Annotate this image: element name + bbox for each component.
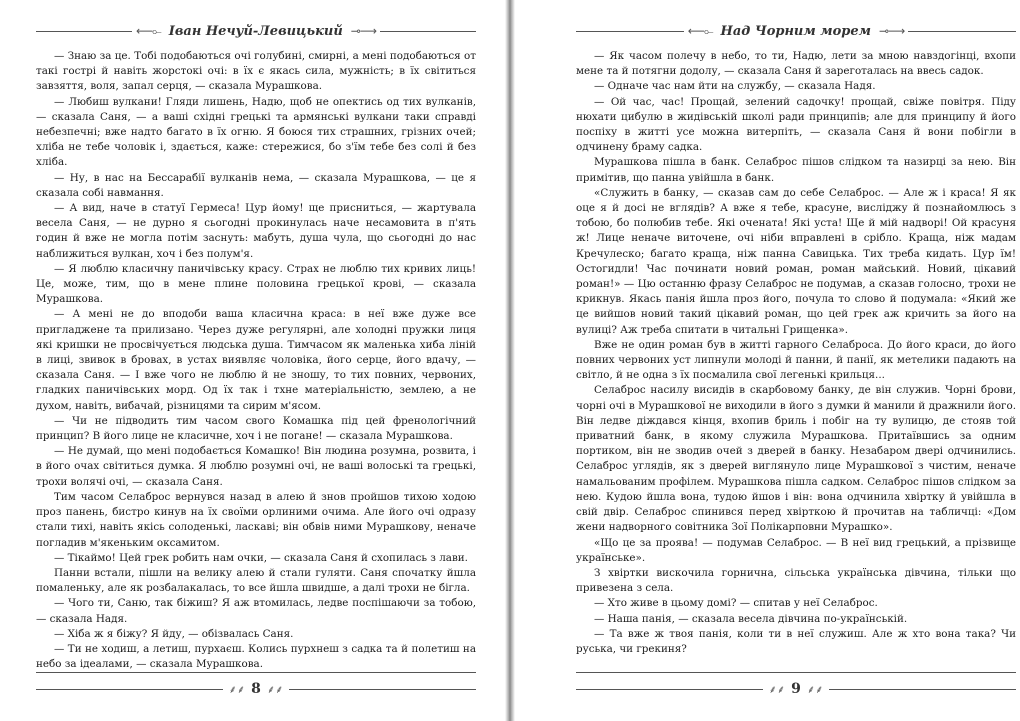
ornament-icon: ⟵⟜ xyxy=(135,23,161,38)
paragraph: Тим часом Селаброс вернувся назад в алею й знов пройшов тихою ходою проз панень, бистро кинув на їх своїми орлиними очима. Але його очі одразу стали тихі, навіть якісь солоденькі, ласкаві; він обвів ними Мурашкову, неначе погладив м'якеньким оксамитом. xyxy=(36,490,476,549)
left-page xyxy=(36,0,476,721)
ornament-icon: ⸙⸙ xyxy=(768,682,786,696)
footer-rule xyxy=(36,672,476,673)
book-gutter xyxy=(505,0,515,721)
header-rule xyxy=(380,31,476,32)
paragraph: — А мені не до вподоби ваша класична краса: в неї вже дуже все пригладжене та прилизано. Через дуже регулярні, але холодні пружки лиця які кришки не просвічується людська душа. Тимчасом як маленька хиба ліній в лиці, звивок в бровах, в устах виявляє чоловіка, його серце, його вдачу, — сказала Саня. — І вже чого не люблю й не зношу, то тих повних, червоних, гладких паничівських морд. Од їх так і тхне матеріальністю, землею, а не духом, навіть, вибачай, різницями та сирим м'ясом. xyxy=(36,308,476,412)
right-page xyxy=(576,0,1016,721)
right-page-header xyxy=(576,16,1016,46)
paragraph: — Знаю за це. Тобі подобаються очі голубині, смирні, а мені подобаються от такі гострі й навіть жорстокі очі: в їх є якась сила, мужність; в їх світиться завзяття, воля, запал серця, — сказала Мурашкова. xyxy=(36,50,476,93)
paragraph: — Одначе час нам йти на службу, — сказала Надя. xyxy=(594,80,876,93)
left-page-header xyxy=(36,16,476,46)
ornament-icon: ⸙⸙ xyxy=(228,682,246,696)
ornament-icon: ⸙⸙ xyxy=(806,682,824,696)
paragraph: — Чи не підводить тим часом свого Комашка під цей френологічний принцип? В його лице не класичне, хоч і не погане! — сказала Мурашкова. xyxy=(36,414,476,443)
footer-rule xyxy=(829,689,1016,690)
right-page-footer xyxy=(576,678,1016,700)
paragraph: — Я люблю класичну паничівську красу. Страх не люблю тих кривих лиць! Це, може, тим, що в мене плине половина грецької крові, — сказала Мурашкова. xyxy=(36,262,476,306)
paragraph: — Любиш вулкани! Гляди лишень, Надю, щоб не опектись од тих вулканів, — сказала Саня, — а ваші східні грецькі та армянські вулкани таки справді небезпечні; вже надто багато в їх огню. Я боюся тих страшних, грізних очей; хліба не тебе чоловік і, здається, каже: стережися, бо з'їм тебе без солі й без хліба. xyxy=(36,95,476,169)
paragraph: «Служить в банку, — сказав сам до себе Селаброс. — Але ж і краса! Я як оце я й досі не вглядів? А вже я тебе, красуне, висліджу й познайомлюсь з тобою, бо полюбив тебе. Які очената! Які уста! Ще й мій надворі! Ой красуня ж! Лице неначе виточене, очі ніби вправлені в срібло. Краща, ніж мадам Кречулеско; багато краща, ніж панна Савицька. Тих треба кидать. Цур їм! Остогидли! Час починати новий роман, роман майський. Новий, цікавий роман!» — Цю останню фразу Селаброс не подумав, а сказав голосно, трохи не крикнув. Якась панія йшла проз його, почула то слово й подумала: «Який же це вийшов новий такий цікавий роман, що цей грек аж кричить за його на вулиці? Аж треба спитати в читальні Грищенка». xyxy=(576,186,1016,336)
footer-rule xyxy=(576,672,1016,673)
paragraph: — Чого ти, Саню, так біжиш? Я аж втомилась, ледве поспішаючи за тобою, — сказала Надя. xyxy=(36,597,476,625)
ornament-icon: ⊸⟶ xyxy=(350,24,377,38)
right-page-body xyxy=(576,49,1016,657)
paragraph: Панни встали, пішли на велику алею й стали гуляти. Саня спочатку йшла помаленьку, але як розбалакалась, то все йшла швидше, а далі трохи не бігла. xyxy=(36,566,476,595)
paragraph: — Ой час, час! Прощай, зелений садочку! прощай, свіже повітря. Піду нюхати цибулю в жидівській школі ради принципів; але для принципу й його поспіху в житті усе можна витерпіть, — сказала Саня й вони побігли в одчинену браму садка. xyxy=(576,95,1016,154)
paragraph: Мурашкова пішла в банк. Селаброс пішов слідком та назирці за нею. Він примітив, що панна увійшла в банк. xyxy=(576,156,1016,184)
ornament-icon: ⸙⸙ xyxy=(266,682,284,696)
paragraph: — Ти не ходиш, а летиш, пурхаєш. Колись пурхнеш з садка та й полетиш на небо за ідеалами, — сказала Мурашкова. xyxy=(36,642,476,671)
left-page-footer xyxy=(36,678,476,700)
page-number: 8 xyxy=(251,681,261,697)
running-header-title: Над Чорним морем xyxy=(720,23,872,39)
paragraph: — Хто живе в цьому домі? — спитав у неї Селаброс. xyxy=(594,597,878,610)
paragraph: «Що це за проява! — подумав Селаброс. — В неї вид грецький, а прізвище українське». xyxy=(576,536,1016,564)
paragraph: — Наша панія, — сказала весела дівчина по-українській. xyxy=(594,612,908,625)
header-rule xyxy=(576,31,684,32)
paragraph: Селаброс насилу висидів в скарбовому банку, де він служив. Чорні брови, чорні очі в Мурашкової не виходили в його з думки й манили й дражнили його. Він ледве діждався кінця, вхопив бриль і побіг на ту вулицю, де стояв той приватний банк, в якому служила Мурашкова. Притаївшись за одним портиком, він не зводив очей з дверей в банку. Незабаром двері одчинились. Селаброс углядів, як з дверей виглянуло лице Мурашкової з чистим, неначе намальованим профілем. Мурашкова пішла садком. Селаброс пішов слідком за нею. Кудою йшла вона, тудою йшов і він: вона одчинила хвіртку й увійшла в свій двір. Селаброс спинився перед хвірткою й прочитав на табличці: «Дом жени надворного совітника Зої Полікарповни Мурашко». xyxy=(576,384,1016,534)
ornament-icon: ⊸⟶ xyxy=(879,24,905,38)
page-number: 9 xyxy=(791,681,801,697)
paragraph: — Ну, в нас на Бессарабії вулканів нема, — сказала Мурашкова, — це я сказала собі навмання. xyxy=(36,171,476,199)
header-rule xyxy=(36,31,132,32)
paragraph: — Хіба ж я біжу? Я йду, — обізвалась Саня. xyxy=(54,627,294,640)
paragraph: Вже не один роман був в житті гарного Селаброса. До його краси, до його повних червоних уст липнули молоді й панни, й панії, як метелики падають на світло, й не одна з їх посмалила свої легенькі крильця... xyxy=(576,338,1016,382)
paragraph: — Не думай, що мені подобається Комашко! Він людина розумна, розвита, і в його очах світиться думка. Я люблю розумні очі, не ваші волоські та грецькі, трохи волячі очі, — сказала Саня. xyxy=(36,445,476,488)
running-header-author: Іван Нечуй-Левицький xyxy=(168,23,343,39)
paragraph: — Тікаймо! Цей грек робить нам очки, — сказала Саня й схопилась з лави. xyxy=(54,551,468,564)
left-page-body xyxy=(36,49,476,672)
paragraph: — Та вже ж твоя панія, коли ти в неї служиш. Але ж хто вона така? Чи руська, чи грекиня? xyxy=(576,627,1016,655)
paragraph: З хвіртки вискочила горнична, сільська українська дівчина, тільки що привезена з села. xyxy=(576,566,1016,595)
header-rule xyxy=(908,31,1016,32)
paragraph: — Як часом полечу в небо, то ти, Надю, лети за мною навздогінці, вхопи мене та й потягни додолу, — сказала Саня й зареготалась на ввесь садок. xyxy=(576,50,1016,78)
ornament-icon: ⟵⟜ xyxy=(687,23,713,38)
paragraph: — А вид, наче в статуї Гермеса! Цур йому! ще присниться, — жартувала весела Саня, — не дурно я сьогодні прокинулась наче несамовита в п'ять годин й вже не могла потім заснуть: мабуть, душа чула, що сьогодні до нас наближиться вулкан, хоч і без полум'я. xyxy=(36,202,476,260)
footer-rule xyxy=(289,689,476,690)
footer-rule xyxy=(576,689,763,690)
footer-rule xyxy=(36,689,223,690)
